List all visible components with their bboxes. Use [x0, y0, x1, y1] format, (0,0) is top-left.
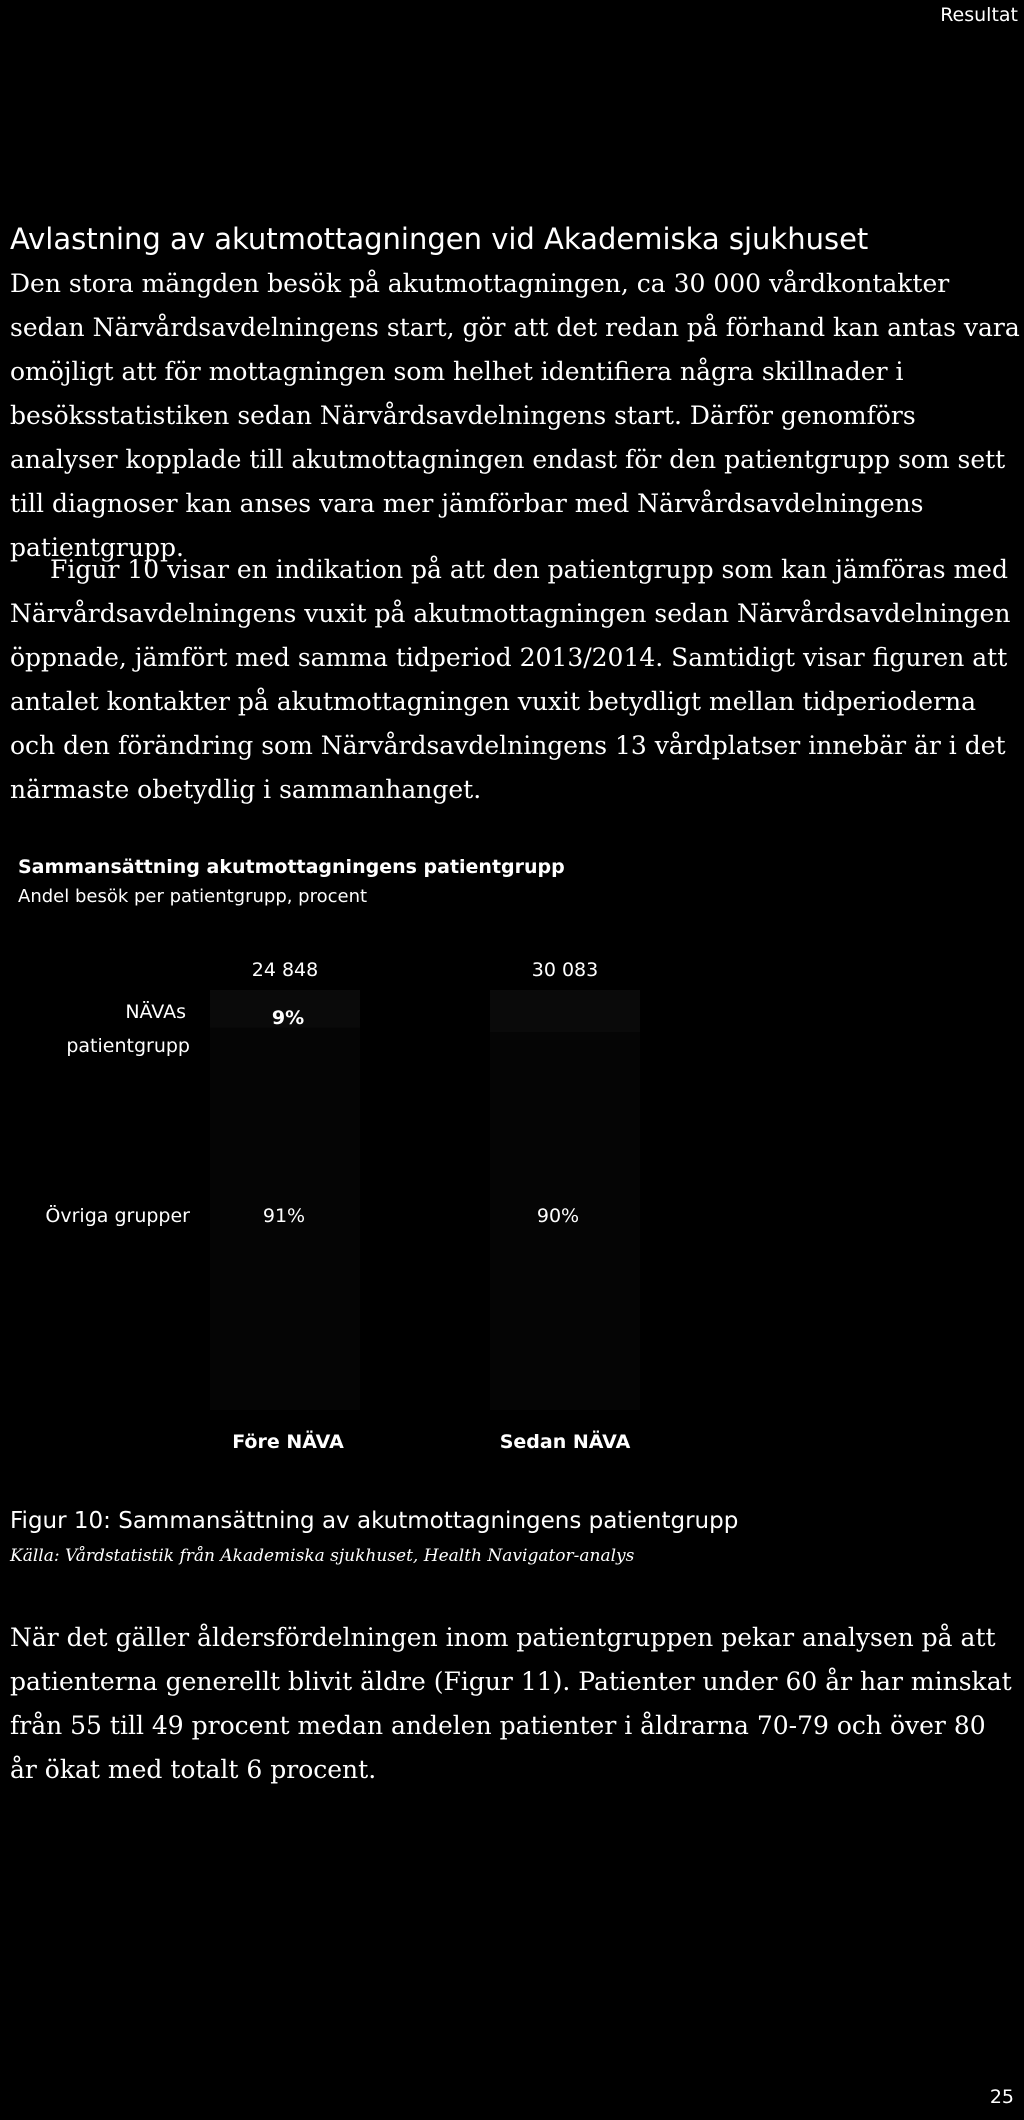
category-label-after: Sedan NÄVA	[499, 1431, 631, 1453]
chart-marks	[210, 990, 640, 1410]
category-label-before: Före NÄVA	[232, 1431, 344, 1453]
chart-title: Sammansättning akutmottagningens patientgrupp	[18, 856, 565, 878]
stacked-bar-chart	[0, 940, 1024, 1500]
legend-label-nava-line1: NÄVAs	[125, 1001, 186, 1023]
figure-caption: Figur 10: Sammansättning av akutmottagningens patientgrupp	[10, 1508, 739, 1534]
bar-label-ovriga-after: 90%	[536, 1205, 580, 1227]
page-number: 25	[989, 2086, 1014, 2108]
paragraph-2: Figur 10 visar en indikation på att den patientgrupp som kan jämföras med Närvårdsavdelningens vuxit på akutmottagningen sedan Närvårdsavdelningen öppnade, jämfört med samma tidperiod 2013/2014. Samtidigt visar figuren att antalet kontakter på akutmottagningen vuxit betydligt mellan tidperioderna och den förändring som Närvårdsavdelningens 13 vårdplatser innebär är i det närmaste obetydlig i sammanhanget.	[10, 555, 1011, 804]
section-heading: Avlastning av akutmottagningen vid Akademiska sjukhuset	[10, 222, 869, 256]
legend-label-ovriga: Övriga grupper	[45, 1205, 190, 1227]
figure-source: Källa: Vårdstatistik från Akademiska sjukhuset, Health Navigator-analys	[10, 1546, 635, 1566]
bar-nava-1	[490, 990, 640, 1032]
chart-subtitle: Andel besök per patientgrupp, procent	[18, 886, 368, 907]
running-header: Resultat	[940, 4, 1018, 26]
paragraph-3: När det gäller åldersfördelningen inom patientgruppen pekar analysen på att patienterna generellt blivit äldre (Figur 11). Patienter under 60 år har minskat från 55 till 49 procent medan andelen patienter i åldrarna 70-79 och över 80 år ökat med totalt 6 procent.	[10, 1623, 1012, 1784]
total-label-after: 30 083	[531, 959, 599, 981]
total-label-before: 24 848	[251, 959, 319, 981]
bar-label-ovriga-before: 91%	[262, 1205, 306, 1227]
bar-label-nava-before: 9%	[271, 1007, 305, 1029]
paragraph-1: Den stora mängden besök på akutmottagningen, ca 30 000 vårdkontakter sedan Närvårdsavdelningens start, gör att det redan på förhand kan antas vara omöjligt att för mottagningen som helhet identifiera några skillnader i besöksstatistiken sedan Närvårdsavdelningens start. Därför genomförs analyser kopplade till akutmottagningen endast för den patientgrupp som sett till diagnoser kan anses vara mer jämförbar med Närvårdsavdelningens patientgrupp.	[10, 269, 1020, 562]
legend-label-nava-line2: patientgrupp	[66, 1035, 190, 1057]
